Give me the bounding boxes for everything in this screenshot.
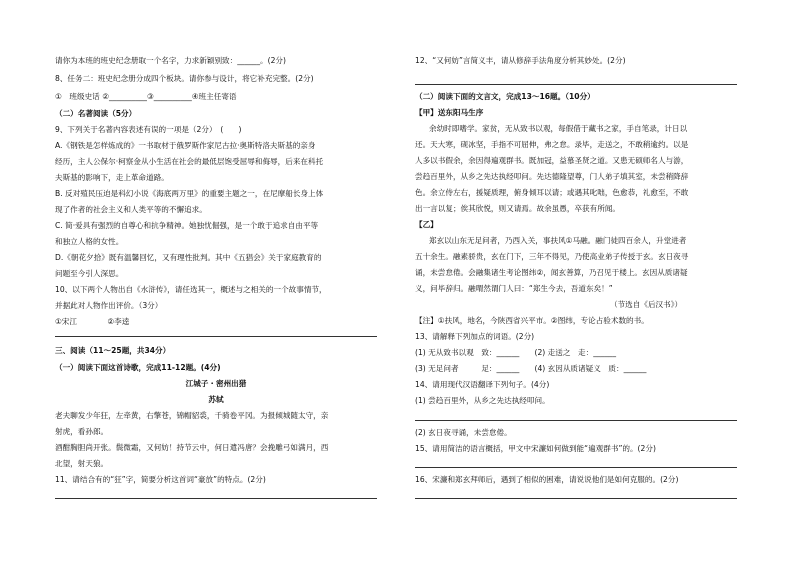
passage-line: 色。余立侍左右，援疑质理，俯身倾耳以请；或遇其叱咄，色愈恭，礼愈至，不敢 bbox=[415, 188, 689, 197]
answer-line bbox=[415, 420, 737, 421]
text-line: 现了作者的社会主义和人类平等的不懈追求。 bbox=[55, 205, 207, 214]
option-d: D.《朝花夕拾》既有温馨回忆，又有理性批判。其中《五猖会》关于家庭教育的 bbox=[55, 253, 322, 262]
poem-line: 射虎，看孙郎。 bbox=[55, 427, 109, 436]
question-11: 11、请结合有的“狂”字，简要分析这首词“豪放”的特点。(2分) bbox=[55, 475, 266, 484]
poem-line: 老夫聊发少年狂，左牵黄，右擎苍，锦帽貂裘，千骑卷平冈。为报倾城随太守，亲 bbox=[55, 411, 329, 420]
question-15: 15、请用简洁的语言概括，甲文中宋濂如何做到能“遍观群书”的。(2分) bbox=[415, 444, 656, 453]
answer-line bbox=[415, 84, 737, 85]
poem-line: 北望，射天狼。 bbox=[55, 459, 109, 468]
question-12: 12、“又何妨”言简义丰，请从修辞手法角度分析其妙处。(2分) bbox=[415, 56, 626, 65]
section-heading: （一）阅读下面这首诗歌，完成11-12题。(4分) bbox=[55, 363, 221, 372]
text-line: (2) 玄日夜寻诵，未尝怠倦。 bbox=[415, 428, 512, 437]
text-line: 问题至今引人深思。 bbox=[55, 269, 124, 278]
question-9: 9、下列关于名著内容表述有误的一项是（2分） ( ) bbox=[55, 125, 242, 134]
poem-title: 江城子・密州出猎 bbox=[185, 379, 247, 388]
option-b: B. 反对殖民压迫是科幻小说《海底两万里》的重要主题之一，在尼摩船长身上体 bbox=[55, 189, 324, 198]
text-line: ①宋江 ②李逵 bbox=[55, 317, 130, 326]
passage-line: 尝趋百里外，从乡之先达执经叩问。先达德隆望尊，门人弟子填其室，未尝稍降辞 bbox=[415, 172, 689, 181]
text-line: 夫斯基的影响下，走上革命道路。 bbox=[55, 173, 169, 182]
question-10: 10、以下两个人物出自《水浒传》，请任选其一，概述与之相关的一个故事情节， bbox=[55, 285, 327, 294]
question-13: 13、请解释下列加点的词语。(2分) bbox=[415, 332, 535, 341]
question-8: 8、任务二：班史纪念册分成四个板块。请你参与设计，将它补充完整。(2分) bbox=[55, 74, 314, 83]
section-heading: 三、阅读（11～25题，共34分） bbox=[55, 346, 171, 355]
passage-line: 还。天大寒，砚冰坚，手指不可屈伸，弗之怠。录毕，走送之，不敢稍逾约。以是 bbox=[415, 140, 689, 149]
passage-title: 【乙】 bbox=[415, 220, 438, 229]
text-line: 请你为本班的班史纪念册取一个名字，力求新颖别致：______。(2分) bbox=[55, 56, 286, 65]
passage-line: 义，问毕辞归。融喟然谓门人曰：“郑生今去，吾道东矣！” bbox=[415, 284, 613, 293]
passage-line: 诵，未尝怠倦。会融集诸生考论图纬②，闻玄善算，乃召见于楼上。玄因从质诸疑 bbox=[415, 268, 688, 277]
passage-line: 出一言以复；俟其欣悦，则又请焉。故余虽愚，卒获有所闻。 bbox=[415, 204, 621, 213]
answer-line bbox=[415, 498, 737, 499]
answer-line bbox=[55, 336, 377, 337]
poem-author: 苏轼 bbox=[208, 395, 224, 404]
section-heading: （二）阅读下面的文言文，完成13～16题。（10分） bbox=[415, 92, 595, 101]
passage-line: 五十余生。融素骄贵，玄在门下，三年不得见，乃使高业弟子传授于玄。玄日夜寻 bbox=[415, 252, 689, 261]
text-line: (1) 无从致书以观 致：______ (2) 走送之 走：______ bbox=[415, 348, 616, 357]
section-heading: （二）名著阅读（5分） bbox=[55, 109, 137, 118]
question-16: 16、宋濂和郑玄拜师后，遇到了相似的困难，请说说他们是如何克服的。(2分) bbox=[415, 475, 679, 484]
passage-line: 余幼时即嗜学。家贫，无从致书以观，每假借于藏书之家，手自笔录，计日以 bbox=[429, 124, 688, 133]
text-line: 和独立人格的女性。 bbox=[55, 237, 124, 246]
option-c: C. 简·爱具有强烈的自尊心和抗争精神。她独忧倔强，是一个敢于追求自由平等 bbox=[55, 221, 319, 230]
passage-line: 郑玄以山东无足问者，乃西入关，事扶风①马融。融门徒四百余人，升堂进者 bbox=[429, 236, 687, 245]
question-14: 14、请用现代汉语翻译下列句子。(4分) bbox=[415, 380, 550, 389]
passage-note: 【注】①扶风，地名，今陕西省兴平市。②图纬，专论占验术数的书。 bbox=[415, 316, 649, 325]
text-line: 并据此对人物作出评价。（3分） bbox=[55, 301, 163, 310]
option-a: A.《钢铁是怎样炼成的》一书取材于俄罗斯作家尼古拉·奥斯特洛夫斯基的亲身 bbox=[55, 141, 316, 150]
poem-line: 酒酣胸胆尚开张。鬓微霜，又何妨！持节云中，何日遣冯唐？会挽雕弓如满月，西 bbox=[55, 443, 329, 452]
passage-line: 人多以书假余，余因得遍观群书。既加冠，益慕圣贤之道。又患无硕师名人与游， bbox=[415, 156, 689, 165]
text-line: (3) 无足问者 足：______ (4) 玄因从质诸疑义 质：______ bbox=[415, 364, 647, 373]
passage-source: （节选自《后汉书》） bbox=[610, 300, 683, 309]
text-line: 经历，主人公保尔·柯察金从小生活在社会的最低层饱受屈辱和侮辱，后来在科托 bbox=[55, 157, 324, 166]
answer-line bbox=[55, 498, 377, 499]
answer-line bbox=[415, 467, 737, 468]
passage-title: 【甲】送东阳马生序 bbox=[415, 108, 484, 117]
text-line: (1) 尝趋百里外，从乡之先达执经叩问。 bbox=[415, 396, 550, 405]
text-line: ① 班级史话 ②__________③__________④班主任寄语 bbox=[55, 92, 237, 101]
